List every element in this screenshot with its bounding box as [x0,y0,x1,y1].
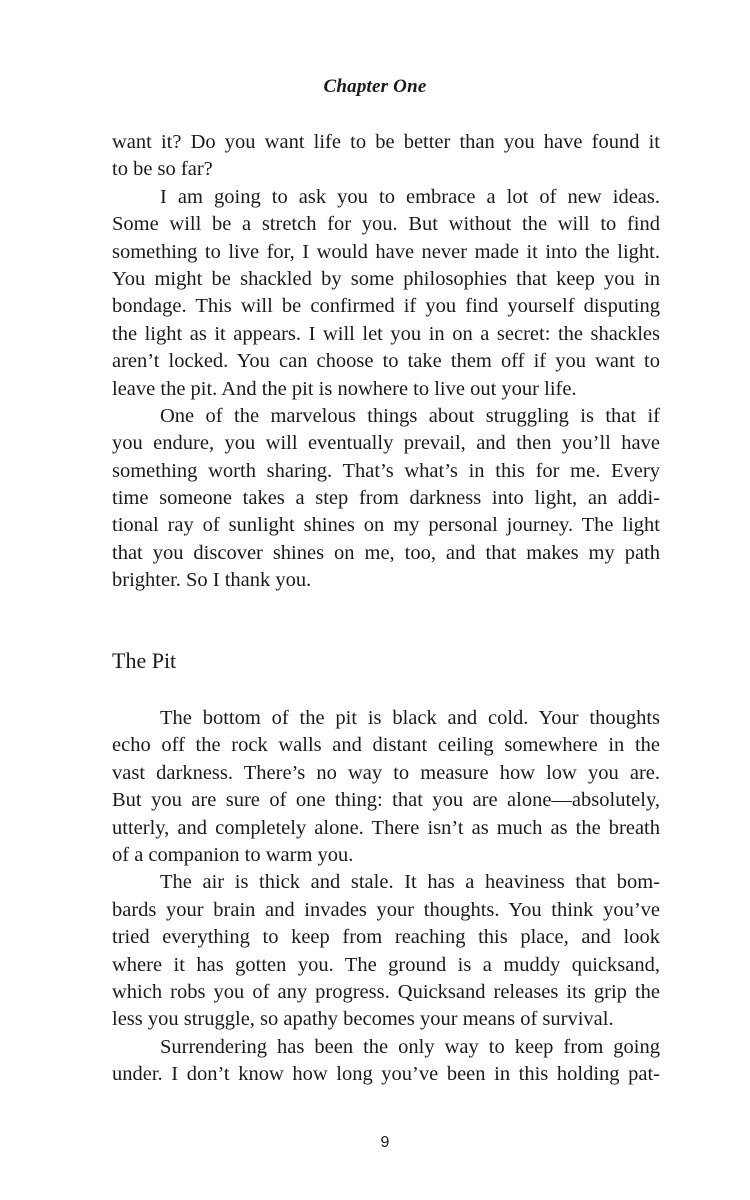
section-2-body [112,705,660,1088]
text-line: You might be shackled by some philosophies that keep you in [112,267,660,290]
running-head: Chapter One [323,76,427,97]
text-line: to be so far? [112,158,213,181]
text-line: tried everything to keep from reaching this place, and look [112,926,660,949]
text-line: One of the marvelous things about struggling is that if [160,404,660,427]
text-line: But you are sure of one thing: that you are alone—absolutely, [112,789,660,812]
text-line: echo off the rock walls and distant ceiling somewhere in the [112,734,660,757]
text-line: The air is thick and stale. It has a heaviness that bom- [160,871,660,894]
text-line: which robs you of any progress. Quicksand releases its grip the [112,980,660,1003]
text-line: Some will be a stretch for you. But without the will to find [112,213,660,236]
section-heading: The Pit [112,648,177,673]
text-line: time someone takes a step from darkness into light, an addi- [112,487,660,510]
paragraph [112,403,660,595]
text-line: less you struggle, so apathy becomes your means of survival. [112,1008,614,1031]
text-line: tional ray of sunlight shines on my personal journey. The light [112,514,660,537]
text-line: bondage. This will be confirmed if you find yourself disputing [112,295,660,318]
text-line: where it has gotten you. The ground is a muddy quicksand, [112,953,660,976]
text-line: you endure, you will eventually prevail, and then you’ll have [112,432,660,455]
text-line: of a companion to warm you. [112,843,354,866]
text-line: vast darkness. There’s no way to measure how low you are. [112,761,660,784]
paragraph [112,129,660,184]
text-line: The bottom of the pit is black and cold. Your thoughts [160,707,660,729]
text-line: I am going to ask you to embrace a lot of new ideas. [160,185,660,208]
text-line: under. I don’t know how long you’ve been in this holding pat- [112,1063,660,1086]
section-1-body [112,129,660,595]
paragraph [112,1034,660,1089]
text-line: something worth sharing. That’s what’s in this for me. Every [112,459,660,482]
text-line: aren’t locked. You can choose to take them off if you want to [112,350,660,373]
paragraph [112,869,660,1033]
text-line: the light as it appears. I will let you in on a secret: the shackles [112,322,660,345]
text-line: utterly, and completely alone. There isn’t as much as the breath [112,816,660,839]
text-line: bards your brain and invades your thoughts. You think you’ve [112,898,660,921]
paragraph [112,705,660,869]
text-line: Surrendering has been the only way to keep from going [160,1035,660,1058]
text-line: something to live for, I would have never made it into the light. [112,240,660,263]
text-line: that you discover shines on me, too, and that makes my path [112,541,660,564]
page-number: 9 [380,1134,390,1151]
paragraph [112,184,660,403]
text-line: leave the pit. And the pit is nowhere to live out your life. [112,377,577,400]
text-line: brighter. So I thank you. [112,569,312,592]
text-line: want it? Do you want life to be better than you have found it [112,131,660,153]
